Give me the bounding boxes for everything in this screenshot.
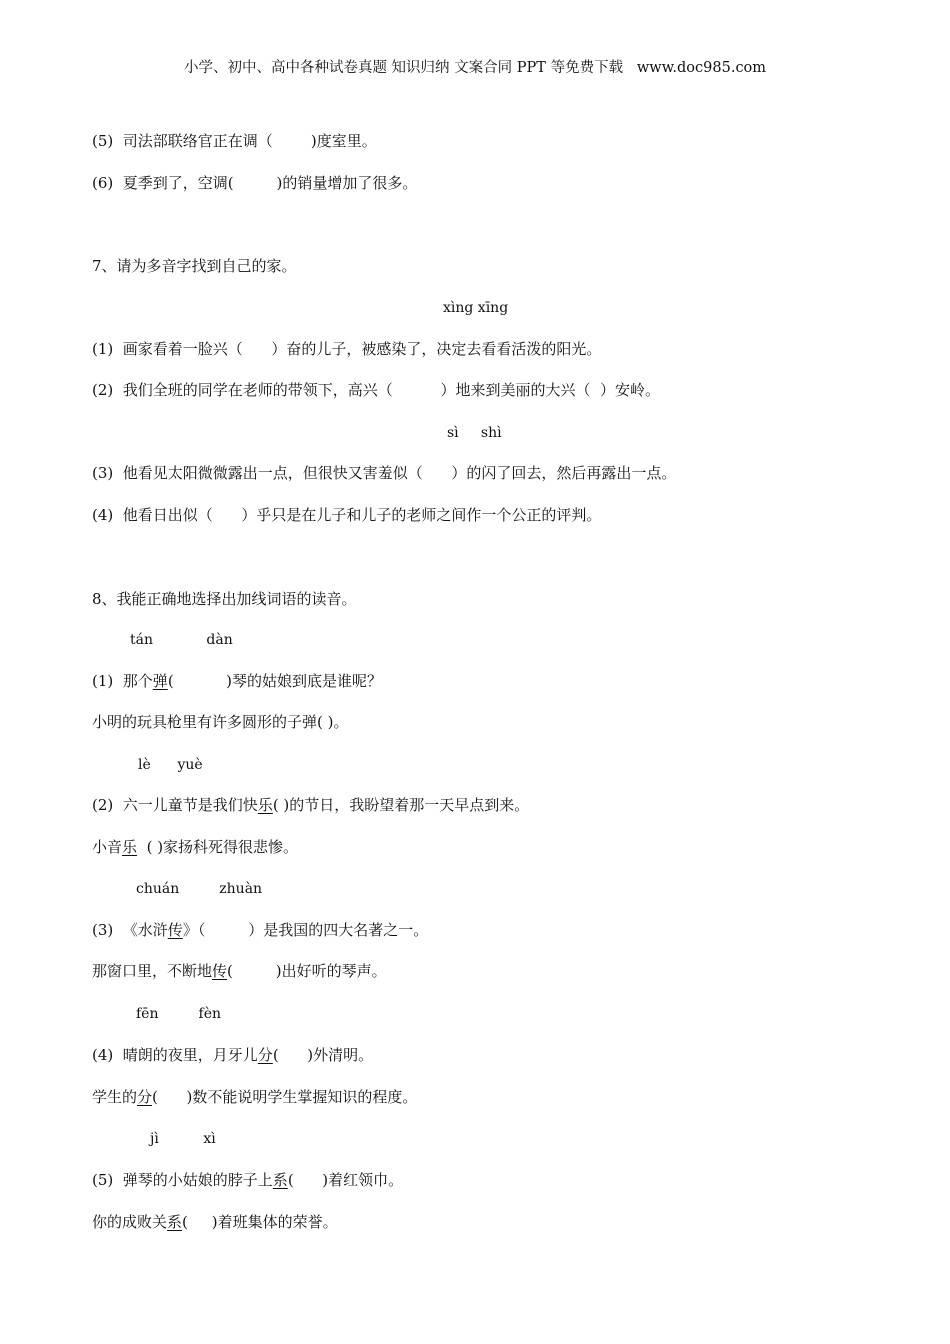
section-8-title: 8、我能正确地选择出加线词语的读音。 xyxy=(92,590,357,608)
item-8-3b: 那窗口里，不断地传( )出好听的琴声。 xyxy=(92,962,387,980)
item-8-1b: 小明的玩具枪里有许多圆形的子弹( )。 xyxy=(92,713,349,731)
item-7-4: (4) 他看日出似（ ）乎只是在儿子和儿子的老师之间作一个公正的评判。 xyxy=(92,506,602,524)
underlined-char: 传 xyxy=(212,962,228,980)
underlined-char: 乐 xyxy=(122,838,138,856)
item-7-2: (2) 我们全班的同学在老师的带领下，高兴（ ）地来到美丽的大兴（ ）安岭。 xyxy=(92,381,661,399)
item-7-3: (3) 他看见太阳微微露出一点，但很快又害羞似（ ）的闪了回去，然后再露出一点。 xyxy=(92,464,677,482)
item-8-2b: 小音乐 ( )家扬科死得很悲惨。 xyxy=(92,838,299,856)
pinyin-xing: xìng xīng xyxy=(443,300,509,316)
underlined-char: 系 xyxy=(167,1213,183,1231)
item-7-1: (1) 画家看着一脸兴（ ）奋的儿子，被感染了，决定去看看活泼的阳光。 xyxy=(92,340,602,358)
underlined-char: 乐 xyxy=(257,796,273,814)
underlined-char: 弹 xyxy=(152,672,168,690)
item-8-2a: (2) 六一儿童节是我们快乐( )的节日，我盼望着那一天早点到来。 xyxy=(92,796,530,814)
item-8-4b: 学生的分( )数不能说明学生掌握知识的程度。 xyxy=(92,1088,418,1106)
item-8-5b: 你的成败关系( )着班集体的荣誉。 xyxy=(92,1213,338,1231)
pinyin-tan: tán dàn xyxy=(130,632,233,648)
item-6-5: (5) 司法部联络官正在调（ )度室里。 xyxy=(92,132,377,150)
underlined-char: 分 xyxy=(257,1046,273,1064)
pinyin-si: sì shì xyxy=(447,425,502,441)
target-char: 弹 xyxy=(302,713,318,731)
item-6-6: (6) 夏季到了，空调( )的销量增加了很多。 xyxy=(92,174,418,192)
section-7-title: 7、请为多音字找到自己的家。 xyxy=(92,257,297,275)
item-8-1a: (1) 那个弹( )琴的姑娘到底是谁呢？ xyxy=(92,672,382,690)
item-8-4a: (4) 晴朗的夜里，月牙儿分( )外清明。 xyxy=(92,1046,374,1064)
pinyin-fen: fēn fèn xyxy=(136,1006,222,1022)
underlined-char: 系 xyxy=(272,1171,288,1189)
item-8-3a: (3) 《水浒传》（ ）是我国的四大名著之一。 xyxy=(92,921,429,939)
pinyin-chuan: chuán zhuàn xyxy=(136,881,263,897)
item-8-5a: (5) 弹琴的小姑娘的脖子上系( )着红领巾。 xyxy=(92,1171,404,1189)
underlined-char: 分 xyxy=(137,1088,153,1106)
pinyin-le: lè yuè xyxy=(138,757,203,773)
underlined-char: 传 xyxy=(167,921,183,939)
pinyin-ji: jì xì xyxy=(150,1131,216,1147)
page-header: 小学、初中、高中各种试卷真题 知识归纳 文案合同 PPT 等免费下载 www.doc985.com xyxy=(183,60,767,76)
